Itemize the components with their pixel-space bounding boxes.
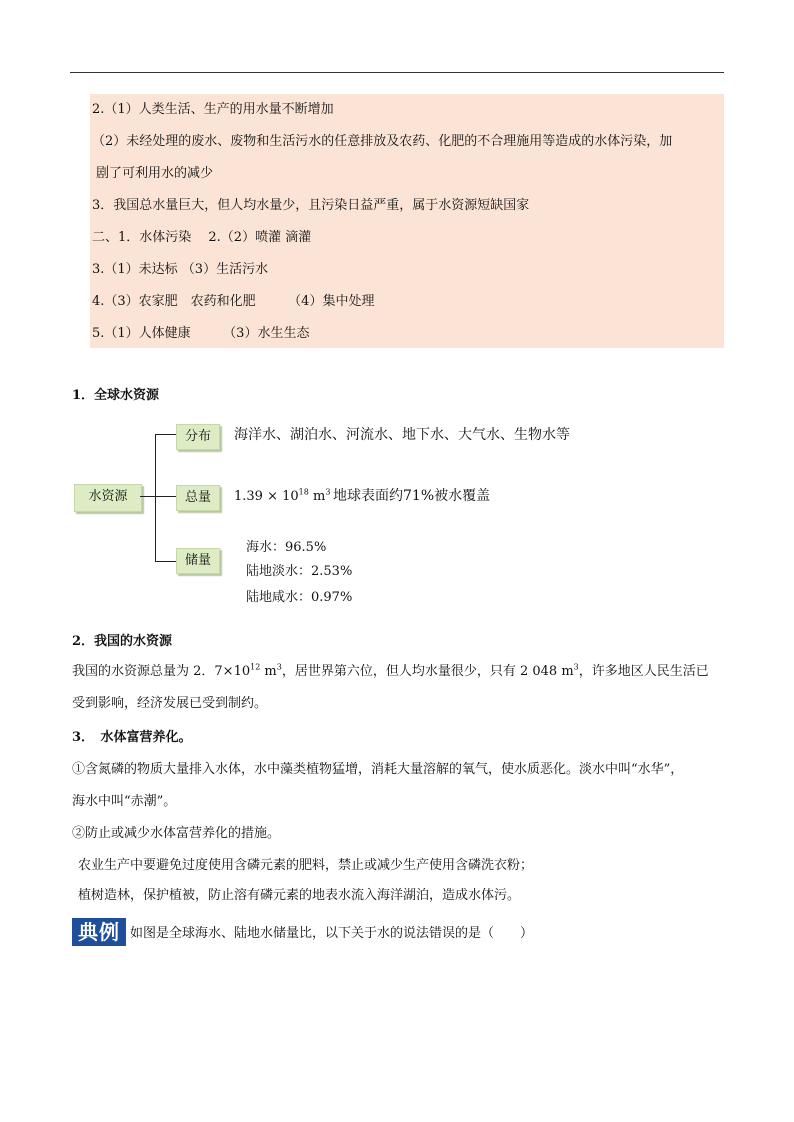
s2-p1-a: 我国的水资源总量为 2．7×10 xyxy=(72,664,251,679)
root-node xyxy=(74,484,142,512)
connector-storage xyxy=(155,561,177,562)
answer-line-7: 4.（3）农家肥 农药和化肥 （4）集中处理 xyxy=(92,294,375,309)
branch-storage-label: 储量 xyxy=(184,553,211,568)
answer-line-2: （2）未经处理的废水、废物和生活污水的任意排放及农药、化肥的不合理施用等造成的水体污染，加 xyxy=(92,134,673,149)
total-value-unit-exp: 3 xyxy=(325,487,331,497)
s2-p1-exp3: 3 xyxy=(573,662,579,672)
branch-storage xyxy=(176,548,220,574)
section2-paragraph-line1 xyxy=(72,664,709,680)
total-text: 地球表面约71%被水覆盖 xyxy=(333,488,491,504)
distribution-text: 海洋水、湖泊水、河流水、地下水、大气水、生物水等 xyxy=(234,427,570,443)
s2-p1-exp: 12 xyxy=(250,662,261,672)
storage-item-saltwater: 陆地咸水：0.97% xyxy=(246,590,353,605)
section2-paragraph-line2: 受到影响，经济发展已受到制约。 xyxy=(72,696,268,711)
total-value-base: 1.39 × 10 xyxy=(234,489,299,504)
s2-p1-b: m xyxy=(260,664,277,679)
storage-item-seawater: 海水：96.5% xyxy=(246,540,327,555)
total-value-unit: m xyxy=(308,489,326,504)
answer-line-6: 3.（1）未达标 （3）生活污水 xyxy=(92,262,269,277)
section3-paragraph-4: 农业生产中要避免过度使用含磷元素的肥料，禁止或减少生产使用含磷洗衣粉； xyxy=(78,858,534,873)
answer-line-5: 二、1．水体污染 2.（2）喷灌 滴灌 xyxy=(92,230,312,245)
section3-paragraph-1: ①含氮磷的物质大量排入水体，水中藻类植物猛增，消耗大量溶解的氧气，使水质恶化。淡水中叫“水华”， xyxy=(72,762,684,777)
section2-title: 2．我国的水资源 xyxy=(72,634,173,649)
connector-distribution xyxy=(155,434,177,435)
section3-paragraph-5: 植树造林，保护植被，防止溶有磷元素的地表水流入海洋湖泊，造成水体污。 xyxy=(78,888,521,903)
answer-line-3: 剧了可利用水的减少 xyxy=(96,166,214,181)
branch-total xyxy=(176,485,220,511)
answer-line-8: 5.（1）人体健康 （3）水生生态 xyxy=(92,326,310,341)
s2-p1-d: ，许多地区人民生活已 xyxy=(578,664,709,679)
section3-title: 3． 水体富营养化。 xyxy=(72,730,192,745)
connector-root xyxy=(140,496,156,497)
storage-item-freshwater: 陆地淡水：2.53% xyxy=(246,564,353,579)
s2-p1-exp2: 3 xyxy=(276,662,282,672)
connector-total xyxy=(155,496,177,497)
answer-line-4: 3．我国总水量巨大，但人均水量少，且污染日益严重，属于水资源短缺国家 xyxy=(92,198,530,213)
section1-title: 1．全球水资源 xyxy=(72,388,160,403)
s2-p1-c: ，居世界第六位，但人均水量很少，只有 2 048 m xyxy=(281,664,574,679)
answer-line-1: 2.（1）人类生活、生产的用水量不断增加 xyxy=(92,102,334,117)
example-question: 如图是全球海水、陆地水储量比，以下关于水的说法错误的是（ ） xyxy=(130,926,534,941)
section3-paragraph-3: ②防止或减少水体富营养化的措施。 xyxy=(72,826,281,841)
example-badge: 典例 xyxy=(72,918,126,946)
branch-total-label: 总量 xyxy=(184,490,211,505)
total-value xyxy=(234,489,330,505)
section3-paragraph-2: 海水中叫“赤潮”。 xyxy=(72,794,177,809)
branch-distribution xyxy=(176,424,220,450)
header-rule xyxy=(70,72,724,73)
total-value-exp: 18 xyxy=(298,487,309,497)
branch-distribution-label: 分布 xyxy=(184,429,211,444)
connector-trunk xyxy=(155,434,156,562)
root-node-label: 水资源 xyxy=(88,489,128,504)
